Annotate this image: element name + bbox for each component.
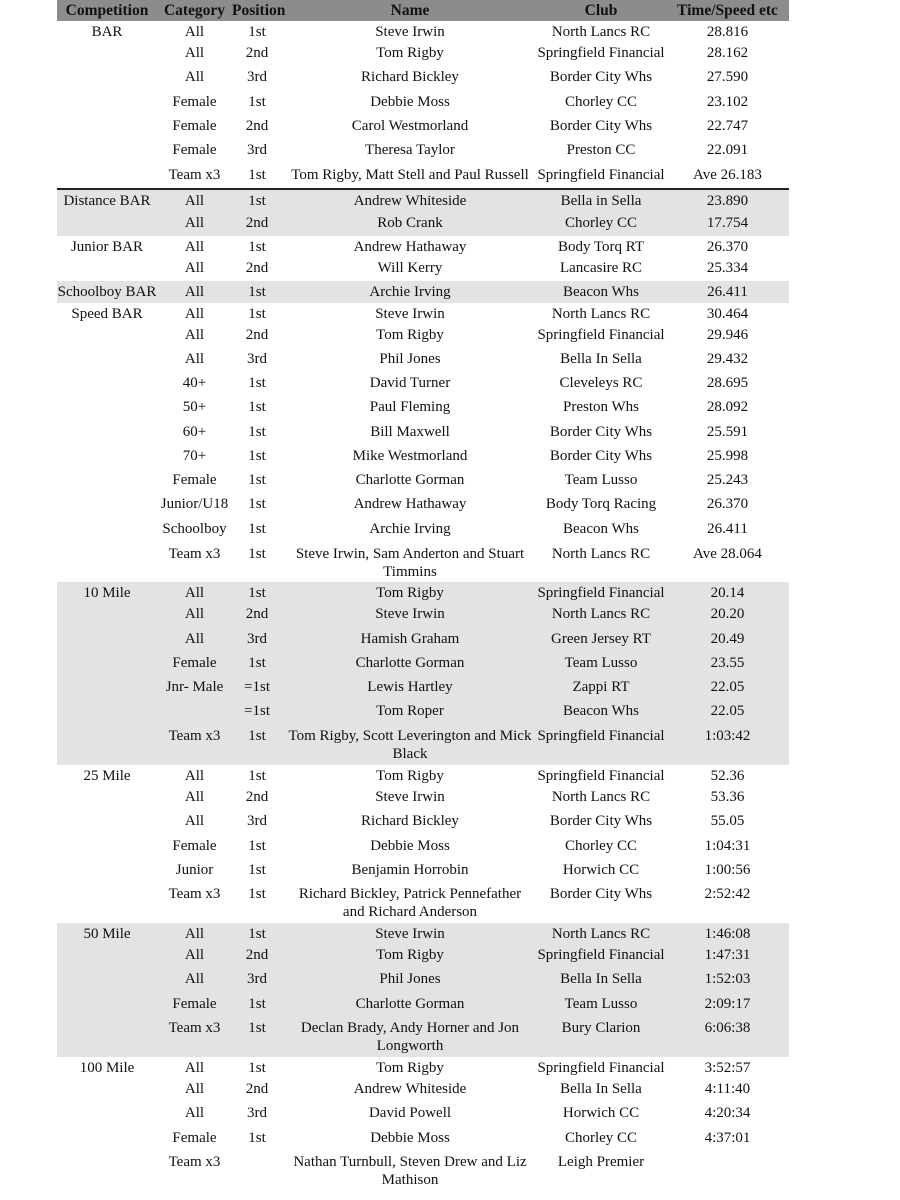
name-cell: Tom Rigby	[376, 585, 444, 601]
category-cell: 70+	[182, 448, 207, 464]
table-row	[57, 543, 789, 582]
table-row	[57, 445, 789, 469]
time-cell: 1:04:31	[704, 838, 751, 854]
time-cell: 23.102	[706, 94, 749, 110]
position-cell: 1st	[248, 655, 266, 671]
club-cell: Cleveleys RC	[559, 375, 643, 391]
table-row	[57, 469, 789, 493]
category-cell: Female	[172, 118, 217, 134]
category-cell: All	[184, 327, 205, 343]
category-cell: All	[184, 926, 205, 942]
club-cell: Zappi RT	[572, 679, 630, 695]
club-cell: Springfield Financial	[537, 327, 665, 343]
time-cell: 1:00:56	[704, 862, 751, 878]
position-cell: 2nd	[245, 1081, 269, 1097]
time-cell: 2:52:42	[704, 886, 751, 902]
table-row	[57, 42, 789, 66]
table-row	[57, 603, 789, 628]
position-cell: 1st	[248, 926, 266, 942]
name-cell: Andrew Whiteside	[353, 1081, 467, 1097]
header-club: Club	[584, 2, 618, 19]
table-row	[57, 883, 789, 923]
position-cell: 2nd	[245, 215, 269, 231]
header-competition: Competition	[65, 2, 149, 19]
table-row	[57, 91, 789, 115]
position-cell: 3rd	[247, 351, 267, 367]
category-cell: All	[184, 606, 205, 622]
name-cell: Paul Fleming	[369, 399, 451, 415]
name-cell: Debbie Moss	[370, 1130, 450, 1146]
time-cell: 17.754	[706, 215, 749, 231]
club-cell: Horwich CC	[562, 862, 640, 878]
category-cell: Team x3	[168, 728, 221, 744]
name-cell: David Turner	[369, 375, 451, 391]
name-cell: Hamish Graham	[360, 631, 460, 647]
club-cell: Team Lusso	[564, 472, 638, 488]
time-cell: 6:06:38	[704, 1020, 751, 1036]
table-row	[57, 1151, 789, 1198]
table-row	[57, 835, 789, 859]
position-cell: 1st	[248, 193, 266, 209]
name-cell: Andrew Whiteside	[353, 193, 467, 209]
category-cell: Female	[172, 1130, 217, 1146]
table-row	[57, 421, 789, 445]
club-cell: Beacon Whs	[563, 521, 639, 537]
time-cell: 20.49	[710, 631, 745, 647]
category-cell: Junior	[175, 862, 214, 878]
category-cell: Team x3	[168, 546, 221, 562]
time-cell: 28.816	[706, 24, 749, 40]
position-cell: =1st	[244, 679, 270, 695]
club-cell: Team Lusso	[564, 996, 638, 1012]
club-cell: Border City Whs	[549, 886, 653, 902]
competition-cell: 100 Mile	[79, 1060, 135, 1076]
name-cell: Tom Rigby	[376, 947, 444, 963]
position-cell: 2nd	[245, 789, 269, 805]
name-cell: Carol Westmorland	[351, 118, 469, 134]
table-row	[57, 765, 789, 786]
position-cell: 1st	[248, 472, 266, 488]
position-cell: 1st	[248, 838, 266, 854]
time-cell: 20.14	[710, 585, 745, 601]
category-cell: All	[184, 306, 205, 322]
position-cell: 2nd	[245, 45, 269, 61]
time-cell: Ave 28.064	[693, 546, 762, 562]
time-cell: 22.091	[706, 142, 749, 158]
competition-cell: Speed BAR	[71, 306, 143, 322]
position-cell: 1st	[248, 862, 266, 878]
table-row	[57, 944, 789, 968]
competition-cell: Junior BAR	[70, 239, 144, 255]
club-cell: Leigh Premier	[557, 1154, 645, 1170]
position-cell: 1st	[248, 24, 266, 40]
time-cell: 4:11:40	[704, 1081, 751, 1097]
table-row	[57, 993, 789, 1017]
table-row	[57, 923, 789, 944]
time-cell: Ave 26.183	[693, 167, 762, 183]
time-cell: 26.411	[707, 284, 748, 300]
time-cell: 23.890	[706, 193, 749, 209]
position-cell: 2nd	[245, 947, 269, 963]
table-row	[57, 115, 789, 139]
name-cell: Steve Irwin	[375, 24, 445, 40]
category-cell: 40+	[182, 375, 207, 391]
club-cell: Beacon Whs	[563, 284, 639, 300]
time-cell: 1:03:42	[704, 728, 751, 744]
table-row	[57, 676, 789, 700]
position-cell: 3rd	[247, 69, 267, 85]
club-cell: Bella In Sella	[560, 971, 642, 987]
name-cell: Phil Jones	[379, 971, 441, 987]
position-cell: 1st	[248, 496, 266, 512]
position-cell: 2nd	[245, 327, 269, 343]
table-row	[57, 1017, 789, 1057]
time-cell: 25.998	[706, 448, 749, 464]
club-cell: Green Jersey RT	[551, 631, 651, 647]
name-cell: Steve Irwin	[375, 606, 445, 622]
position-cell: 1st	[248, 521, 266, 537]
name-cell: Steve Irwin, Sam Anderton and Stuart Timmins	[295, 546, 525, 580]
table-row	[57, 212, 789, 236]
category-cell: All	[184, 193, 205, 209]
time-cell: 22.05	[710, 703, 745, 719]
position-cell: 1st	[248, 375, 266, 391]
club-cell: Chorley CC	[564, 1130, 638, 1146]
competition-cell: Schoolboy BAR	[57, 284, 157, 300]
name-cell: Richard Bickley	[361, 69, 459, 85]
club-cell: Chorley CC	[564, 838, 638, 854]
category-cell: Female	[172, 655, 217, 671]
position-cell: 1st	[248, 1060, 266, 1076]
name-cell: Tom Roper	[376, 703, 444, 719]
section-divider	[57, 188, 789, 190]
position-cell: 1st	[248, 448, 266, 464]
name-cell: Steve Irwin	[375, 926, 445, 942]
position-cell: 1st	[248, 399, 266, 415]
club-cell: North Lancs RC	[551, 24, 651, 40]
header-category: Category	[163, 2, 226, 19]
name-cell: Nathan Turnbull, Steven Drew and Liz Mathison	[293, 1154, 527, 1188]
position-cell: 1st	[248, 239, 266, 255]
category-cell: All	[184, 789, 205, 805]
time-cell: 53.36	[710, 789, 745, 805]
club-cell: Beacon Whs	[563, 703, 639, 719]
time-cell: 52.36	[710, 768, 745, 784]
table-row	[57, 236, 789, 257]
club-cell: Bella in Sella	[560, 193, 642, 209]
table-row	[57, 21, 789, 42]
time-cell: 29.946	[706, 327, 749, 343]
table-row	[57, 348, 789, 372]
position-cell: 2nd	[245, 118, 269, 134]
club-cell: Springfield Financial	[537, 728, 665, 744]
category-cell: All	[184, 260, 205, 276]
club-cell: Border City Whs	[549, 448, 653, 464]
name-cell: Bill Maxwell	[370, 424, 450, 440]
name-cell: Archie Irving	[369, 521, 451, 537]
time-cell: 27.590	[706, 69, 749, 85]
competition-cell: 10 Mile	[83, 585, 131, 601]
table-row	[57, 652, 789, 676]
time-cell: 55.05	[710, 813, 745, 829]
time-cell: 29.432	[706, 351, 749, 367]
time-cell: 25.243	[706, 472, 749, 488]
table-row	[57, 786, 789, 810]
competition-cell: 50 Mile	[83, 926, 131, 942]
table-row	[57, 493, 789, 518]
time-cell: 26.411	[707, 521, 748, 537]
table-row	[57, 725, 789, 765]
position-cell: =1st	[244, 703, 270, 719]
category-cell: All	[184, 631, 205, 647]
category-cell: Team x3	[168, 886, 221, 902]
time-cell: 3:52:57	[704, 1060, 751, 1076]
club-cell: Springfield Financial	[537, 45, 665, 61]
club-cell: North Lancs RC	[551, 789, 651, 805]
table-row	[57, 1078, 789, 1102]
position-cell: 1st	[248, 768, 266, 784]
category-cell: All	[184, 45, 205, 61]
name-cell: Will Kerry	[377, 260, 443, 276]
table-row	[57, 1102, 789, 1127]
club-cell: Springfield Financial	[537, 947, 665, 963]
name-cell: Phil Jones	[379, 351, 441, 367]
position-cell: 3rd	[247, 631, 267, 647]
category-cell: All	[184, 239, 205, 255]
name-cell: Debbie Moss	[370, 94, 450, 110]
category-cell: 50+	[182, 399, 207, 415]
table-row	[57, 396, 789, 421]
table-row	[57, 281, 789, 303]
club-cell: Body Torq RT	[557, 239, 645, 255]
time-cell: 26.370	[706, 239, 749, 255]
club-cell: Team Lusso	[564, 655, 638, 671]
time-cell: 22.747	[706, 118, 749, 134]
time-cell: 30.464	[706, 306, 749, 322]
category-cell: All	[184, 215, 205, 231]
time-cell: 20.20	[710, 606, 745, 622]
name-cell: Tom Rigby	[376, 45, 444, 61]
position-cell: 1st	[248, 996, 266, 1012]
category-cell: All	[184, 1081, 205, 1097]
club-cell: North Lancs RC	[551, 546, 651, 562]
club-cell: Springfield Financial	[537, 768, 665, 784]
header-time: Time/Speed etc	[677, 2, 778, 19]
name-cell: Andrew Hathaway	[353, 496, 467, 512]
table-row	[57, 1127, 789, 1151]
position-cell: 1st	[248, 306, 266, 322]
time-cell: 2:09:17	[704, 996, 751, 1012]
category-cell: All	[184, 1105, 205, 1121]
name-cell: Tom Rigby	[376, 768, 444, 784]
table-row	[57, 582, 789, 603]
club-cell: Springfield Financial	[537, 1060, 665, 1076]
table-row	[57, 257, 789, 281]
header-position: Position	[232, 2, 286, 19]
category-cell: Team x3	[168, 1154, 221, 1170]
name-cell: Tom Rigby, Scott Leverington and Mick Black	[288, 728, 532, 762]
competition-cell: BAR	[91, 24, 123, 40]
time-cell: 28.092	[706, 399, 749, 415]
category-cell: Junior/U18	[160, 496, 229, 512]
club-cell: Body Torq Racing	[545, 496, 657, 512]
table-row	[57, 66, 789, 91]
category-cell: Team x3	[168, 167, 221, 183]
club-cell: Bella In Sella	[560, 351, 642, 367]
header-name: Name	[390, 2, 430, 19]
category-cell: Female	[172, 838, 217, 854]
name-cell: Tom Rigby	[376, 1060, 444, 1076]
table-row	[57, 1057, 789, 1078]
name-cell: David Powell	[368, 1105, 452, 1121]
club-cell: Preston CC	[566, 142, 636, 158]
club-cell: Lancasire RC	[559, 260, 643, 276]
category-cell: All	[184, 24, 205, 40]
club-cell: Border City Whs	[549, 813, 653, 829]
category-cell: Schoolboy	[162, 521, 227, 537]
time-cell: 1:47:31	[704, 947, 751, 963]
position-cell: 1st	[248, 1130, 266, 1146]
table-row	[57, 324, 789, 348]
club-cell: Chorley CC	[564, 94, 638, 110]
club-cell: Preston Whs	[563, 399, 639, 415]
name-cell: Tom Rigby, Matt Stell and Paul Russell	[291, 167, 529, 183]
table-row	[57, 968, 789, 993]
time-cell: 28.695	[706, 375, 749, 391]
table-row	[57, 164, 789, 190]
club-cell: Springfield Financial	[537, 167, 665, 183]
position-cell: 1st	[248, 1020, 266, 1036]
name-cell: Tom Rigby	[376, 327, 444, 343]
name-cell: Lewis Hartley	[367, 679, 453, 695]
name-cell: Mike Westmorland	[352, 448, 468, 464]
time-cell: 25.591	[706, 424, 749, 440]
time-cell: 26.370	[706, 496, 749, 512]
time-cell: 1:52:03	[704, 971, 751, 987]
name-cell: Charlotte Gorman	[355, 655, 465, 671]
club-cell: Border City Whs	[549, 424, 653, 440]
category-cell: All	[184, 585, 205, 601]
table-row	[57, 518, 789, 543]
name-cell: Richard Bickley	[361, 813, 459, 829]
club-cell: North Lancs RC	[551, 926, 651, 942]
time-cell: 4:37:01	[704, 1130, 751, 1146]
position-cell: 1st	[248, 728, 266, 744]
category-cell: Female	[172, 996, 217, 1012]
name-cell: Archie Irving	[369, 284, 451, 300]
table-row	[57, 190, 789, 212]
name-cell: Benjamin Horrobin	[351, 862, 469, 878]
name-cell: Debbie Moss	[370, 838, 450, 854]
table-header	[57, 0, 789, 21]
name-cell: Declan Brady, Andy Horner and Jon Longworth	[300, 1020, 520, 1054]
name-cell: Rob Crank	[377, 215, 443, 231]
position-cell: 1st	[248, 94, 266, 110]
position-cell: 1st	[248, 585, 266, 601]
position-cell: 2nd	[245, 260, 269, 276]
category-cell: Female	[172, 472, 217, 488]
club-cell: Chorley CC	[564, 215, 638, 231]
name-cell: Theresa Taylor	[365, 142, 455, 158]
time-cell: 22.05	[710, 679, 745, 695]
table-row	[57, 810, 789, 835]
table-row	[57, 139, 789, 164]
position-cell: 3rd	[247, 971, 267, 987]
time-cell: 1:46:08	[704, 926, 751, 942]
position-cell: 3rd	[247, 142, 267, 158]
club-cell: Border City Whs	[549, 118, 653, 134]
club-cell: Springfield Financial	[537, 585, 665, 601]
category-cell: All	[184, 768, 205, 784]
table-row	[57, 303, 789, 324]
table-row	[57, 628, 789, 652]
name-cell: Richard Bickley, Patrick Pennefather and Richard Anderson	[298, 886, 522, 920]
name-cell: Charlotte Gorman	[355, 996, 465, 1012]
table-row	[57, 700, 789, 725]
club-cell: Bella In Sella	[560, 1081, 642, 1097]
position-cell: 1st	[248, 284, 266, 300]
time-cell: 25.334	[706, 260, 749, 276]
category-cell: Team x3	[168, 1020, 221, 1036]
table-row	[57, 859, 789, 883]
category-cell: All	[184, 971, 205, 987]
category-cell: Female	[172, 142, 217, 158]
time-cell: 4:20:34	[704, 1105, 751, 1121]
category-cell: All	[184, 284, 205, 300]
position-cell: 1st	[248, 167, 266, 183]
position-cell: 3rd	[247, 1105, 267, 1121]
table-row	[57, 372, 789, 396]
category-cell: All	[184, 813, 205, 829]
position-cell: 3rd	[247, 813, 267, 829]
competition-cell: Distance BAR	[63, 193, 151, 209]
category-cell: All	[184, 1060, 205, 1076]
name-cell: Andrew Hathaway	[353, 239, 467, 255]
competition-cell: 25 Mile	[83, 768, 131, 784]
name-cell: Steve Irwin	[375, 306, 445, 322]
category-cell: All	[184, 351, 205, 367]
name-cell: Charlotte Gorman	[355, 472, 465, 488]
position-cell: 1st	[248, 424, 266, 440]
club-cell: North Lancs RC	[551, 306, 651, 322]
club-cell: North Lancs RC	[551, 606, 651, 622]
club-cell: Horwich CC	[562, 1105, 640, 1121]
category-cell: 60+	[182, 424, 207, 440]
category-cell: All	[184, 947, 205, 963]
position-cell: 1st	[248, 546, 266, 562]
time-cell: 28.162	[706, 45, 749, 61]
club-cell: Border City Whs	[549, 69, 653, 85]
time-cell: 23.55	[710, 655, 745, 671]
club-cell: Bury Clarion	[561, 1020, 641, 1036]
category-cell: All	[184, 69, 205, 85]
name-cell: Steve Irwin	[375, 789, 445, 805]
position-cell: 1st	[248, 886, 266, 902]
category-cell: Female	[172, 94, 217, 110]
position-cell: 2nd	[245, 606, 269, 622]
category-cell: Jnr- Male	[165, 679, 224, 695]
